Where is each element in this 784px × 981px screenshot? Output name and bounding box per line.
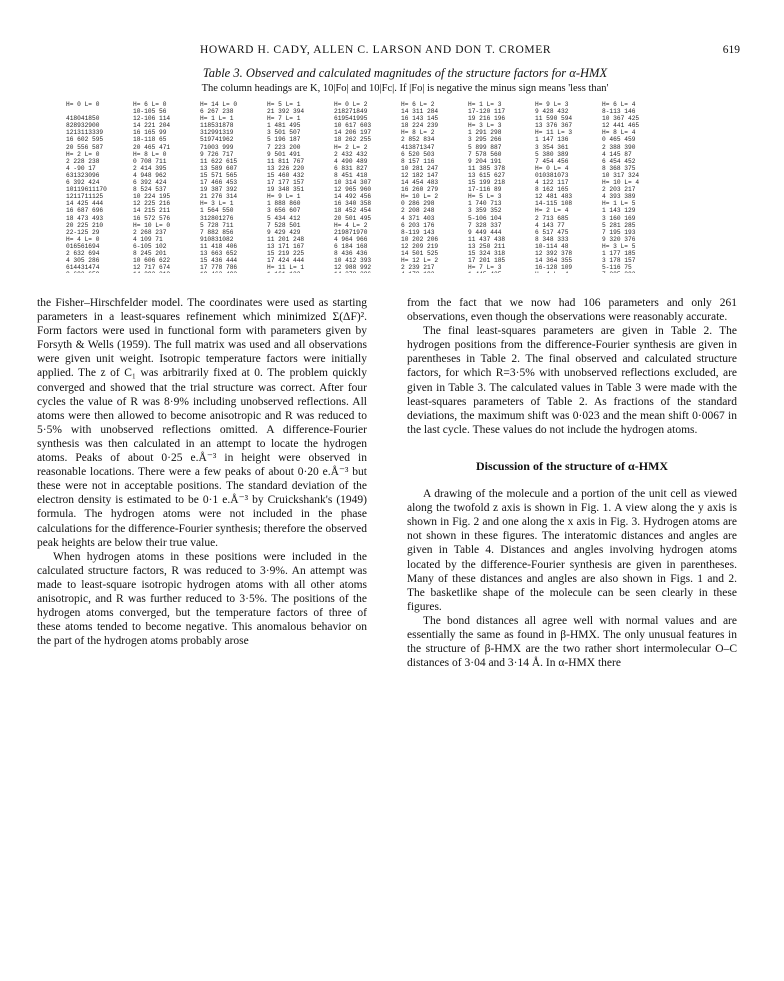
table-row: H= 9 L= 1 [267, 193, 301, 201]
table-row: 631323096 [66, 171, 100, 179]
table-row: 13 589 607 [200, 164, 238, 172]
table-row: 10 317 324 [602, 171, 640, 179]
table-row: 13 250 211 [468, 242, 506, 250]
table-row: H= 0 L= 2 [334, 101, 368, 108]
table-row: H= 10 L= 4 [602, 179, 640, 187]
table-row: 2 228 238 [66, 157, 100, 165]
paragraph: The final least-squares parameters are given in Table 2. The hydrogen positions from the difference-Fourier synthesis are given in parentheses in Table 2. The final observed and calculated structure factors, for which R=3·5% with unobserved reflections excluded, are given in Table 3. The calculated values in Table 3 were made with the least-squares parameters of Table 2. As fractions of the standard deviations, the maximum shift was 0·023 and the mean shift 0·0067 in the last cycle. These values do not include the hydrogen atoms. [407, 325, 737, 436]
table-row: 11 811 767 [267, 157, 305, 165]
table-row: 13 376 367 [535, 122, 573, 130]
table-row: 19 216 196 [468, 115, 506, 123]
table-row: 14 425 444 [66, 200, 104, 208]
paragraph: The bond distances all agree well with normal values and are essentially the same as found in β-HMX. The only unusual features in the structure of β-HMX are the two rather short intermolecular O–C distances of 3·04 and 3·14 Å. In α-HMX there [407, 614, 737, 670]
table-row: 6 831 827 [334, 164, 368, 172]
table-row: H= 3 L= 5 [602, 242, 636, 250]
table-row: 1211711125 [66, 193, 104, 201]
table-row: H= 10 L= 0 [133, 221, 171, 229]
table-row: 6 184 168 [334, 242, 368, 250]
table-row: 15 219 225 [267, 249, 305, 257]
table-caption: Table 3. Observed and calculated magnitudes of the structure factors for α-HMX [202, 66, 608, 80]
table-row: 2 414 395 [133, 164, 167, 172]
table-row: 20 465 471 [133, 143, 171, 151]
table-row [334, 271, 401, 273]
table-row: 7 223 200 [267, 143, 301, 151]
table-column [468, 101, 535, 273]
table-row: 15 324 318 [468, 249, 506, 257]
table-row: 5-106 104 [468, 214, 502, 222]
table-row: 3 178 157 [602, 257, 636, 265]
table-row: 10-114 48 [535, 242, 569, 250]
table-row: 14 492 456 [334, 193, 372, 201]
table-row: 16 602 595 [66, 136, 104, 144]
table-row: H= 5 L= 1 [267, 101, 301, 108]
table-row: 3 656 607 [267, 207, 301, 215]
table-row: 12 481 483 [535, 193, 573, 201]
table-row: 1 177 185 [602, 249, 636, 257]
table-row: 15 199 218 [468, 179, 506, 187]
table-row: 11 590 594 [535, 115, 573, 123]
table-row: 2 268 237 [133, 228, 167, 236]
table-row: 8 436 436 [334, 249, 368, 257]
table-column [401, 101, 468, 273]
table-row: H= 11 L= 3 [535, 129, 573, 137]
table-row: 8 162 165 [535, 186, 569, 194]
table-row: 312991319 [200, 129, 234, 137]
table-row: 16 687 696 [66, 207, 104, 215]
table-row: 71003 999 [200, 143, 234, 151]
table-row: 6 517 475 [535, 228, 569, 236]
table-row: 21 276 314 [200, 193, 238, 201]
table-row [535, 271, 602, 273]
table-row: 0 708 711 [133, 157, 167, 165]
table-row: H= 1 L= 1 [200, 115, 234, 123]
table-row [468, 271, 535, 273]
table-row: 18-118 65 [133, 136, 167, 144]
table-row: H= 6 L= 4 [602, 101, 636, 108]
table-row [401, 271, 468, 273]
table-row: H= 8 L= 4 [602, 129, 636, 137]
table-row: 2 208 248 [401, 207, 435, 215]
table-row: H= 2 L= 2 [334, 143, 368, 151]
table-row: 13 226 220 [267, 164, 305, 172]
table-row [602, 271, 669, 273]
table-row: 13 663 652 [200, 249, 238, 257]
table-row: 010381073 [535, 171, 569, 179]
table-row: H= 6 L= 2 [401, 101, 435, 108]
table-row: 14 364 355 [535, 257, 573, 265]
table-row: 910831082 [200, 235, 234, 243]
table-row: 4 145 87 [602, 150, 632, 158]
table-row: H= 12 L= 2 [401, 257, 439, 265]
table-row: 5 196 187 [267, 136, 301, 144]
table-column [334, 101, 401, 273]
table-row: 1213113339 [66, 129, 104, 137]
table-row: H= 11 L= 1 [267, 264, 305, 272]
table-row: 16 143 145 [401, 115, 439, 123]
table-row: 10 617 603 [334, 122, 372, 130]
table-row: 8 245 201 [133, 249, 167, 257]
table-row: 6-105 102 [133, 242, 167, 250]
table-row: 312801276 [200, 214, 234, 222]
table-row: 2 713 685 [535, 214, 569, 222]
table-row: 17 177 157 [267, 179, 305, 187]
table-row: 14 501 525 [401, 249, 439, 257]
table-row: 1 143 129 [602, 207, 636, 215]
table-row: 1 147 136 [535, 136, 569, 144]
structure-factor-table [66, 101, 736, 273]
table-row: 5 899 887 [468, 143, 502, 151]
table-row: 9 428 432 [535, 108, 569, 116]
table-row: 4 393 389 [602, 193, 636, 201]
table-row: 6 454 452 [602, 157, 636, 165]
table-row: 12 441 465 [602, 122, 640, 130]
table-row: 7 882 856 [200, 228, 234, 236]
table-row: 11 201 248 [267, 235, 305, 243]
table-row: 15 571 565 [200, 171, 238, 179]
right-text-column [407, 296, 737, 670]
table-row: 016561694 [66, 242, 100, 250]
table-row: 14 454 483 [401, 179, 439, 187]
table-row: H= 3 L= 1 [200, 200, 234, 208]
table-row: 4 305 286 [66, 257, 100, 265]
table-row: 219871970 [334, 228, 368, 236]
table-row: 10 412 393 [334, 257, 372, 265]
table-column [535, 101, 602, 273]
table-row: 12 182 147 [401, 171, 439, 179]
table-row: 10 314 307 [334, 179, 372, 187]
table-row: 14 215 211 [133, 207, 171, 215]
table-column [267, 101, 334, 273]
table-row: 12 965 960 [334, 186, 372, 194]
table-column [66, 101, 133, 273]
table-column [602, 101, 669, 273]
paragraph: from the fact that we now had 106 parameters and only 261 observations, even though the observations were reasonably accurate. [407, 297, 737, 324]
table-row: 14 206 197 [334, 129, 372, 137]
table-row: H= 1 L= 3 [468, 101, 502, 108]
table-row: 1 481 495 [267, 122, 301, 130]
table-row: 10-105 56 [133, 108, 167, 116]
table-row: 4 490 489 [334, 157, 368, 165]
table-row: 8 524 537 [133, 186, 167, 194]
table-row: 7 528 501 [267, 221, 301, 229]
table-row: 4 143 77 [535, 221, 565, 229]
table-row: 14 311 284 [401, 108, 439, 116]
table-row: 17 201 185 [468, 257, 506, 265]
table-row: 413871347 [401, 143, 435, 151]
table-row: 614431474 [66, 264, 100, 272]
table-column [133, 101, 200, 273]
table-row: 18 262 255 [334, 136, 372, 144]
table-row: 8-119 143 [401, 228, 435, 236]
table-row: 4 371 403 [401, 214, 435, 222]
table-row: 218271849 [334, 108, 368, 116]
table-row: 519741962 [200, 136, 234, 144]
table-row: H= 3 L= 3 [468, 122, 502, 130]
table-row: 1 888 860 [267, 200, 301, 208]
table-row: 18 224 239 [401, 122, 439, 130]
table-row: 3 160 169 [602, 214, 636, 222]
table-row: H= 1 L= 5 [602, 200, 636, 208]
table-row: H= 14 L= 0 [200, 101, 238, 108]
table-row: 8 348 333 [535, 235, 569, 243]
table-row: 14 221 204 [133, 122, 171, 130]
table-row: 16 260 279 [401, 186, 439, 194]
table-row: 16 572 576 [133, 214, 171, 222]
table-row: H= 7 L= 1 [267, 115, 301, 123]
table-row [200, 271, 267, 273]
table-row: 10 367 425 [602, 115, 640, 123]
table-row: H= 2 L= 4 [535, 207, 569, 215]
table-row: 0 465 459 [602, 136, 636, 144]
table-row: 1 291 298 [468, 129, 502, 137]
table-row: 16 165 99 [133, 129, 167, 137]
table-row: H= 4 L= 2 [334, 221, 368, 229]
table-row [66, 271, 133, 273]
table-row: 4 109 71 [133, 235, 163, 243]
table-row: 7 328 337 [468, 221, 502, 229]
table-row [66, 108, 133, 115]
table-row: 6 392 424 [66, 179, 100, 187]
paragraph: When hydrogen atoms in these positions were included in the calculated structure factors, R was reduced to 3·9%. An attempt was made to least-square isotropic hydrogen atoms with all other atoms anisotropic, and R was further reduced to 3·5%. The positions of the hydrogen atoms converged, but the temperature factors of three of these atoms tended to become negative. This anomalous behavior on the part of the hydrogen atoms probably arose [37, 550, 367, 648]
table-row: 9 204 191 [468, 157, 502, 165]
table-row: 2 852 834 [401, 136, 435, 144]
table-row: 19 387 392 [200, 186, 238, 194]
table-row: 13 615 627 [468, 171, 506, 179]
table-row: 13 171 167 [267, 242, 305, 250]
table-row: 6 392 424 [133, 179, 167, 187]
table-row: 6 203 176 [401, 221, 435, 229]
paragraph: A drawing of the molecule and a portion of the unit cell as viewed along the twofold z axis is shown in Fig. 1. A view along the y axis is shown in Fig. 2 and one along the x axis in Fig. 3. Hydrogen atoms are not shown in these figures. The interatomic distances and angles are given in Table 4. Distances and angles involving hydrogen atoms located by the difference-Fourier synthesis are given in parentheses. Many of these distances and angles are also shown in Figs. 1 and 2. The basketlike shape of the molecule can be seen clearly in these figures. [407, 488, 737, 613]
table-row: H= 5 L= 3 [468, 193, 502, 201]
table-row: H= 9 L= 3 [535, 101, 569, 108]
table-row: 12 392 378 [535, 249, 573, 257]
table-row: 8 157 116 [401, 157, 435, 165]
table-row: 12 988 992 [334, 264, 372, 272]
table-row: 17-116 89 [468, 186, 502, 194]
table-row: H= 0 L= 0 [66, 101, 100, 108]
table-row [267, 271, 334, 273]
table-row: 7 195 193 [602, 228, 636, 236]
table-row: 3 354 361 [535, 143, 569, 151]
table-row: 4 948 962 [133, 171, 167, 179]
table-row: 9 429 429 [267, 228, 301, 236]
table-row: 7 578 560 [468, 150, 502, 158]
table-row: 9 449 444 [468, 228, 502, 236]
table-row: 2 388 390 [602, 143, 636, 151]
table-row: 15 460 432 [267, 171, 305, 179]
table-row: 8 368 375 [602, 164, 636, 172]
table-row: 1 564 550 [200, 207, 234, 215]
table-row: 10119611170 [66, 186, 107, 194]
page-header [70, 44, 740, 62]
table-row: 17-120 117 [468, 108, 506, 116]
table-row: 9 726 717 [200, 150, 234, 158]
table-row: 3 501 507 [267, 129, 301, 137]
table-row: 2 432 432 [334, 150, 368, 158]
table-row: 19 348 351 [267, 186, 305, 194]
table-row: 20 501 495 [334, 214, 372, 222]
table-row: 10 202 206 [401, 235, 439, 243]
table-row: 4 122 117 [535, 179, 569, 187]
table-row: 12 209 219 [401, 242, 439, 250]
table-row: 3 359 352 [468, 207, 502, 215]
page-number: 619 [722, 44, 740, 56]
table-row: 11 385 378 [468, 164, 506, 172]
table-row: 5 380 389 [535, 150, 569, 158]
table-row: 12-106 114 [133, 115, 171, 123]
table-row: 8-113 146 [602, 108, 636, 116]
table-row: 10 606 622 [133, 257, 171, 265]
table-row: H= 0 L= 4 [535, 164, 569, 172]
table-row: 7 454 456 [535, 157, 569, 165]
table-row: 17 466 453 [200, 179, 238, 187]
table-row: 0 286 298 [401, 200, 435, 208]
table-row: 18 473 493 [66, 214, 104, 222]
table-row: 16-128 109 [535, 264, 573, 272]
table-row: 11 418 406 [200, 242, 238, 250]
table-row: 418041850 [66, 115, 100, 123]
table-row: 22-125 29 [66, 228, 100, 236]
table-row: 2 203 217 [602, 186, 636, 194]
table-row: 10 281 247 [401, 164, 439, 172]
table-note: The column headings are K, 10|Fo| and 10|Fc|. If |Fo| is negative the minus sign means 'less than' [201, 83, 609, 94]
table-row: H= 8 L= 0 [133, 150, 167, 158]
table-row: 12 717 674 [133, 264, 171, 272]
table-row: 8 451 418 [334, 171, 368, 179]
table-row: 3 295 266 [468, 136, 502, 144]
table-row: 5-116 75 [602, 264, 632, 272]
table-row: 18 452 454 [334, 207, 372, 215]
table-row: H= 10 L= 2 [401, 193, 439, 201]
table-row: 21 392 394 [267, 108, 305, 116]
table-row: 828932900 [66, 122, 100, 130]
table-row: 2 239 217 [401, 264, 435, 272]
table-row: 6 520 503 [401, 150, 435, 158]
table-row: H= 2 L= 0 [66, 150, 100, 158]
table-row: 11 622 615 [200, 157, 238, 165]
table-row: 4 -90 17 [66, 164, 96, 172]
table-row [133, 271, 200, 273]
paragraph: the Fisher–Hirschfelder model. The coordinates were used as starting parameters in a least-squares refinement which minimized Σ(ΔF)². Form factors were used in functional form with parameters given by Forsyth & Wells (1959). The full matrix was used and all observations were given unit weight. Isotropic temperature factors were initially applied. The z of C₁ was arbitrarily fixed at 0. The problem quickly converged and showed that the trial structure was correct. After four cycles the value of R was 8·9% including unobserved reflections. All atoms were then allowed to become anisotropic and R was reduced to 5·5% with unobserved reflections omitted. A difference-Fourier synthesis was then calculated in an attempt to locate the hydrogen atoms. Peaks of about 0·25 e.Å⁻³ in height were observed in reasonable locations. There were a few peaks of about 0·20 e.Å⁻³ but these were not in acceptable positions. The standard deviation of the electron density is estimated to be 0·1 e.Å⁻³ by Cruickshank's (1949) formula. The hydrogen atoms were not included in the phase calculations for the difference-Fourier synthesis; therefore the observed peak heights are below their true value. [37, 297, 367, 549]
table-row: 20 556 587 [66, 143, 104, 151]
table-row: 11 437 438 [468, 235, 506, 243]
section-heading: Discussion of the structure of α-HMX [475, 458, 669, 473]
table-row: 4 964 966 [334, 235, 368, 243]
table-row: 5 281 285 [602, 221, 636, 229]
left-text-column [37, 296, 367, 648]
table-row: 9 320 376 [602, 235, 636, 243]
table-row: 14-115 108 [535, 200, 573, 208]
running-title: HOWARD H. CADY, ALLEN C. LARSON AND DON T. CROMER [200, 44, 552, 56]
table-row: 1 740 713 [468, 200, 502, 208]
table-row: H= 6 L= 0 [133, 101, 167, 108]
table-row: 9 501 491 [267, 150, 301, 158]
table-row: 17 424 444 [267, 257, 305, 265]
table-row: 118531878 [200, 122, 234, 130]
table-row: 20 225 210 [66, 221, 104, 229]
table-column [200, 101, 267, 273]
table-row: 619541995 [334, 115, 368, 123]
table-row: 15 436 444 [200, 257, 238, 265]
table-row: 2 632 694 [66, 249, 100, 257]
table-row: H= 4 L= 0 [66, 235, 100, 243]
table-row: 16 340 358 [334, 200, 372, 208]
table-row: 17 778 786 [200, 264, 238, 272]
table-row: 5 434 412 [267, 214, 301, 222]
table-row: H= 7 L= 3 [468, 264, 502, 272]
table-row: 12 225 216 [133, 200, 171, 208]
table-row: H= 8 L= 2 [401, 129, 435, 137]
table-row: 5 728 711 [200, 221, 234, 229]
table-row: 6 267 238 [200, 108, 234, 116]
table-row: 10 224 195 [133, 193, 171, 201]
